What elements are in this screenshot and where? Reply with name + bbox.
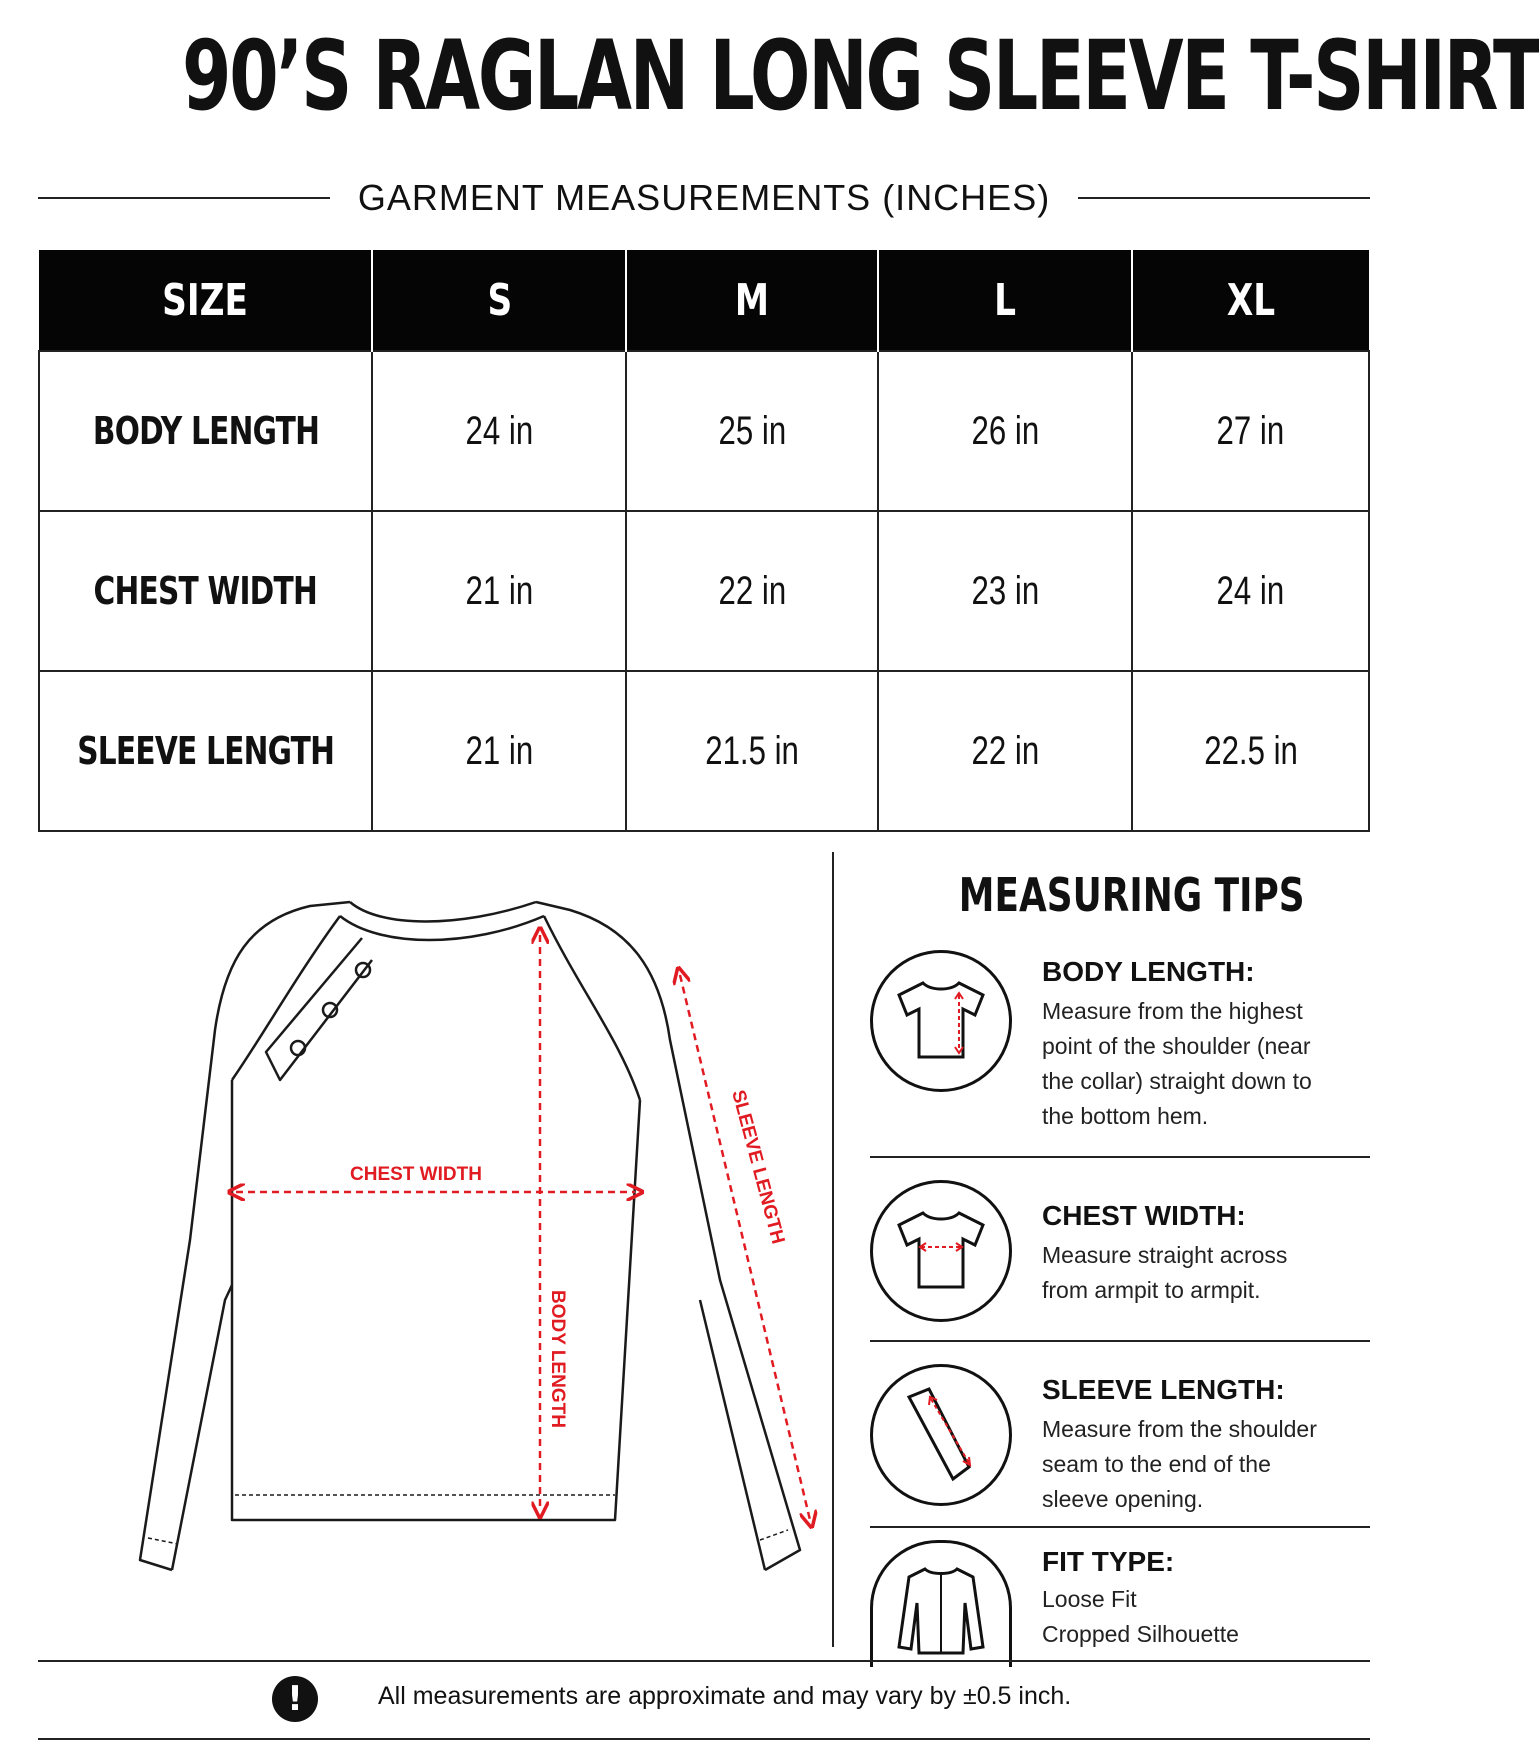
tip-separator [870,1156,1370,1158]
sleeve-length-icon [870,1364,1012,1506]
table-cell: 27 in [1132,351,1369,511]
tip-heading: CHEST WIDTH: [1042,1200,1246,1231]
header-xl: XL [1132,250,1369,351]
tip-body-length [870,948,1370,1128]
subtitle: GARMENT MEASUREMENTS (INCHES) [357,177,1051,218]
table-cell: 26 in [878,351,1132,511]
table-cell: 24 in [372,351,626,511]
table-cell: 22 in [626,511,878,671]
row-label-sleeve-length: SLEEVE LENGTH [39,671,372,831]
header-m: M [626,250,878,351]
tip-text: Measure from the shoulder seam to the end of the sleeve opening. [1042,1416,1317,1512]
footer-rule-bottom [38,1738,1370,1740]
garment-diagram [60,880,820,1640]
table-cell: 22.5 in [1132,671,1369,831]
header-s: S [372,250,626,351]
vertical-divider [832,852,834,1647]
long-sleeve-shirt-icon [870,1540,1012,1667]
divider-left [38,197,330,199]
subtitle-row [38,176,1370,220]
tip-sleeve-length [870,1364,1370,1524]
table-row [39,351,1369,511]
table-cell: 24 in [1132,511,1369,671]
table-row [39,511,1369,671]
tip-heading: FIT TYPE: [1042,1546,1175,1577]
header-l: L [878,250,1132,351]
tshirt-chest-width-icon [870,1180,1012,1322]
tip-separator [870,1526,1370,1528]
tip-separator [870,1340,1370,1342]
divider-right [1078,197,1370,199]
table-row [39,671,1369,831]
tip-text: Measure from the highest point of the shoulder (near the collar) straight down to the bottom hem. [1042,998,1312,1129]
footer-note: All measurements are approximate and may vary by ±0.5 inch. [378,1682,1072,1710]
page-title: 90’S RAGLAN LONG SLEEVE T-SHIRT [182,20,1539,132]
exclamation-icon: ! [272,1676,318,1722]
table-cell: 21 in [372,671,626,831]
tip-text: Measure straight across from armpit to armpit. [1042,1242,1288,1303]
header-size: SIZE [39,250,372,351]
body-length-label: BODY LENGTH [547,1290,568,1428]
chest-width-label: CHEST WIDTH [350,1164,482,1185]
footer-rule-top [38,1660,1370,1662]
tip-text: Loose Fit Cropped Silhouette [1042,1586,1239,1647]
table-cell: 21 in [372,511,626,671]
tshirt-body-length-icon [870,950,1012,1092]
tip-heading: SLEEVE LENGTH: [1042,1374,1285,1405]
row-label-chest-width: CHEST WIDTH [39,511,372,671]
sleeve-length-arrow [680,975,810,1520]
tip-fit-type [870,1540,1370,1670]
sleeve-length-label: SLEEVE LENGTH [727,1087,789,1247]
tip-chest-width [870,1178,1370,1328]
table-header-row [39,250,1369,351]
table-cell: 22 in [878,671,1132,831]
table-cell: 25 in [626,351,878,511]
shirt-outline [140,902,800,1570]
size-chart-table [38,250,1370,832]
row-label-body-length: BODY LENGTH [39,351,372,511]
table-cell: 23 in [878,511,1132,671]
tip-heading: BODY LENGTH: [1042,956,1255,987]
tips-title: MEASURING TIPS [959,868,1305,922]
table-cell: 21.5 in [626,671,878,831]
